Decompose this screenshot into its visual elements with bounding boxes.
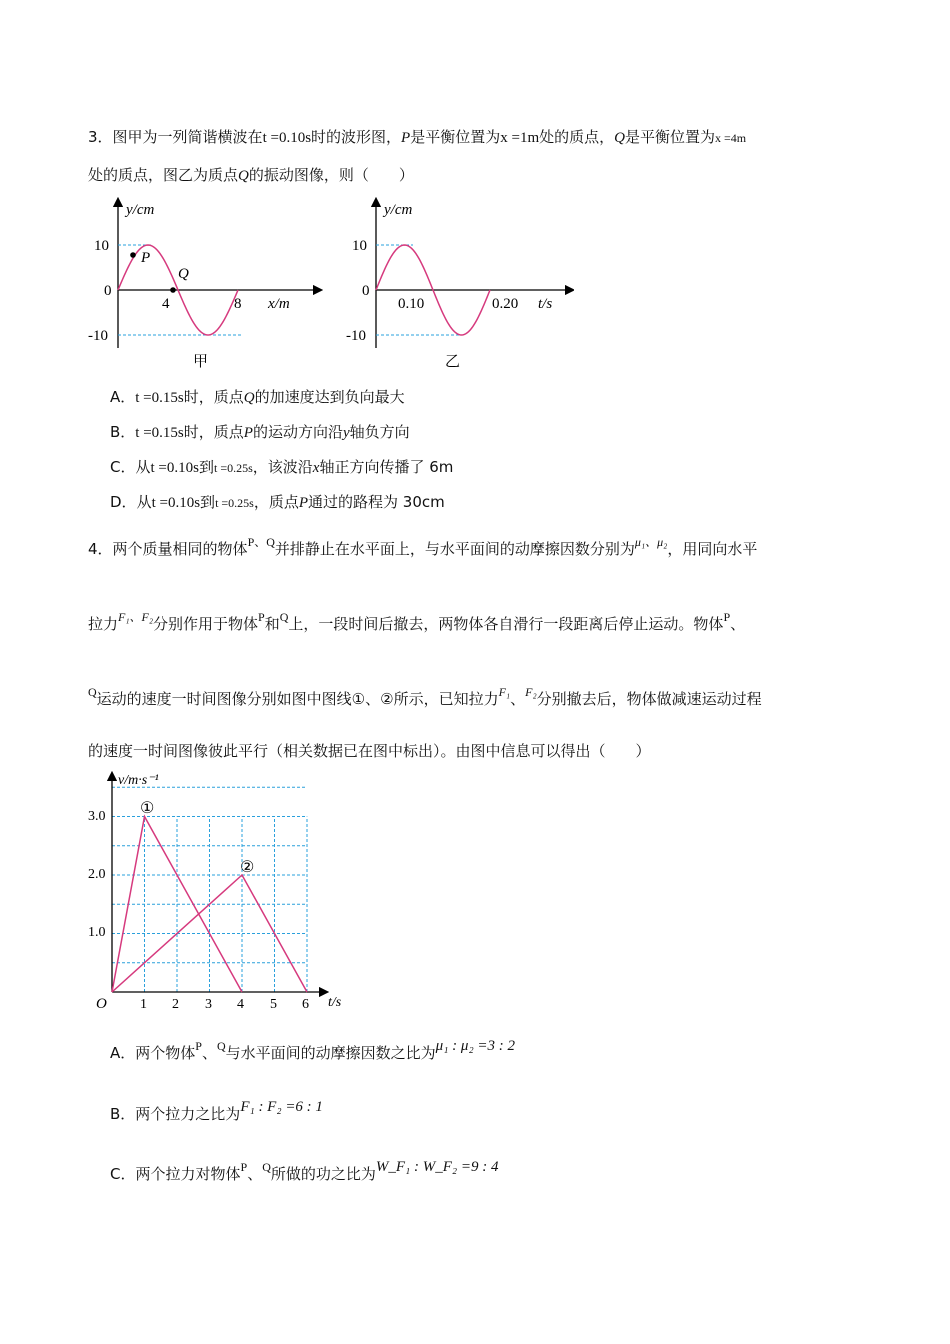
t-tick-5: 5 <box>270 997 277 1012</box>
y-tick-minus10: -10 <box>88 328 108 344</box>
x-axis-label: x/m <box>268 296 290 312</box>
v-tick-1.0: 1.0 <box>88 925 106 940</box>
t-tick-2: 2 <box>172 997 179 1012</box>
caption-jia: 甲 <box>193 354 209 370</box>
q3-option-b[interactable]: B．t =0.15s时，质点P的运动方向沿y轴负方向 <box>110 423 410 441</box>
t-tick-3: 3 <box>205 997 212 1012</box>
y-tick-minus10: -10 <box>346 328 366 344</box>
t-tick-1: 1 <box>140 997 147 1012</box>
caption-yi: 乙 <box>445 354 461 370</box>
q4-stem-line3: $^Q$运动的速度一时间图像分别如图中图线①、②所示，已知拉力$^{F_1}$、$^{F_2}$分别撤去后，物体做减速运动过程 <box>88 685 762 708</box>
point-P-label: P <box>141 250 151 266</box>
q3-stem-line2: 处的质点，图乙为质点Q的振动图像，则（ ） <box>88 166 414 184</box>
series-1-label: ① <box>140 800 155 817</box>
t-tick-4: 4 <box>237 997 244 1012</box>
q3-figure-wave <box>86 196 326 374</box>
q3-option-d[interactable]: D．从t =0.10s到t =0.25s，质点P通过的路程为 30cm <box>110 493 445 511</box>
x-tick-4: 4 <box>162 296 170 312</box>
origin-label: O <box>96 996 107 1012</box>
q4-stem-line2: 拉力$^{F_1、F_2}$分别作用于物体$^P$和$^Q$上，一段时间后撤去，两物体各自滑行一段距离后停止运动。物体$^P$、 <box>88 610 746 633</box>
q4-option-c[interactable]: C．两个拉力对物体$^P$、$^Q$所做的功之比为W_F₁ : W_F₂ =9 : 4 <box>110 1159 499 1183</box>
q3-figure-vibration <box>342 196 574 374</box>
y-axis-label: y/cm <box>384 202 413 218</box>
x-tick-8: 8 <box>234 296 242 312</box>
y-tick-0: 0 <box>362 283 370 299</box>
q4-number: 4． <box>88 540 113 558</box>
v-tick-3.0: 3.0 <box>88 809 106 824</box>
q4-stem-line4: 的速度一时间图像彼此平行（相关数据已在图中标出）。由图中信息可以得出（ ） <box>88 742 651 760</box>
q4-option-b[interactable]: B．两个拉力之比为F₁ : F₂ =6 : 1 <box>110 1099 323 1123</box>
y-tick-10: 10 <box>94 238 109 254</box>
x-tick-0.20: 0.20 <box>492 296 519 312</box>
v-axis-label: v/m·s⁻¹ <box>118 773 159 788</box>
point-P-dot <box>130 252 136 258</box>
x-tick-0.10: 0.10 <box>398 296 425 312</box>
x-axis-label: t/s <box>538 296 553 312</box>
t-axis-label: t/s <box>328 995 342 1010</box>
q3-number: 3． <box>88 128 113 146</box>
y-axis-label: y/cm <box>126 202 155 218</box>
q4-option-a[interactable]: A．两个物体$^P$、$^Q$与水平面间的动摩擦因数之比为μ₁ : μ₂ =3 : 2 <box>110 1038 516 1062</box>
series-2-label: ② <box>240 859 255 876</box>
q4-vt-chart <box>86 768 366 1016</box>
v-tick-2.0: 2.0 <box>88 867 106 882</box>
q3-stem-line1: 3．图甲为一列简谐横波在t =0.10s时的波形图，P是平衡位置为x =1m处的质点，Q是平衡位置为x =4m <box>88 128 747 146</box>
t-tick-6: 6 <box>302 997 309 1012</box>
q3-option-c[interactable]: C．从t =0.10s到t =0.25s，该波沿x轴正方向传播了 6m <box>110 458 454 476</box>
point-Q-dot <box>170 287 176 293</box>
point-Q-label: Q <box>178 266 189 282</box>
y-tick-0: 0 <box>104 283 112 299</box>
y-tick-10: 10 <box>352 238 367 254</box>
q4-stem-line1: 4．两个质量相同的物体$^{P、Q}$并排静止在水平面上，与水平面间的动摩擦因数分别为$^{\mu_1、\mu_2}$，用同向水平 <box>88 535 758 558</box>
q3-option-a[interactable]: A．t =0.15s时，质点Q的加速度达到负向最大 <box>110 388 405 406</box>
